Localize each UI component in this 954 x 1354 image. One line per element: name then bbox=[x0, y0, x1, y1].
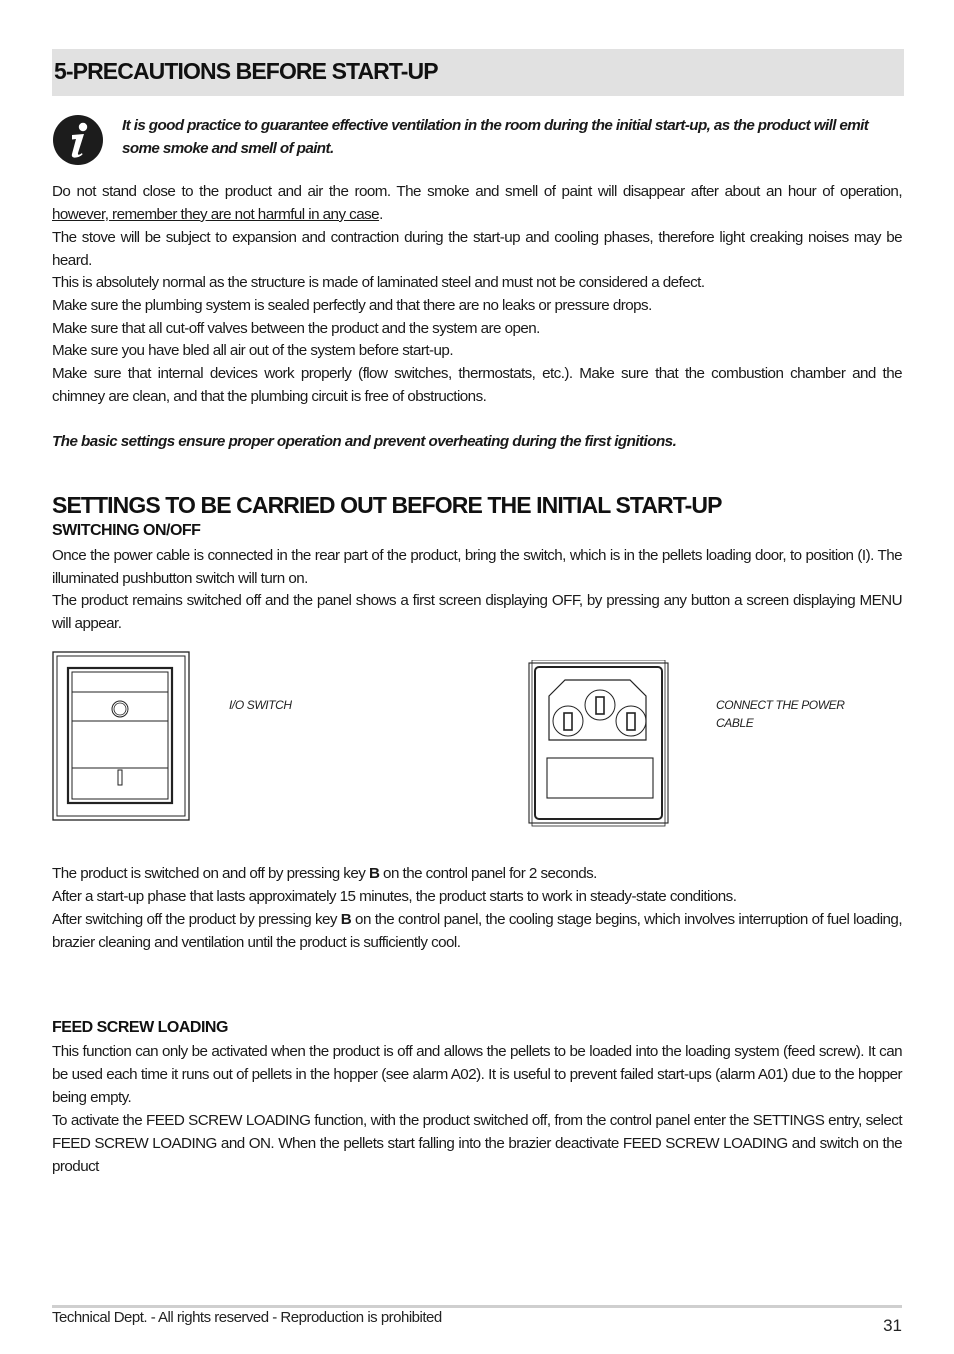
paragraph-power-cable: Once the power cable is connected in the rear part of the product, bring the switch, which is in the pellets loading door, to position (I). The illuminated pushbutton switch will turn on. bbox=[52, 547, 902, 587]
paragraph-valves: Make sure that all cut-off valves between the product and the system are open. bbox=[52, 320, 540, 337]
paragraph-feed-activate: To activate the FEED SCREW LOADING function, with the product switched off, from the control panel enter the SETTINGS entry, select FEED SCREW LOADING and ON. When the pellets start falling into the brazier deactivate FEED SCREW LOADING and switch on the product bbox=[52, 1112, 902, 1175]
section-header-bar bbox=[52, 49, 904, 96]
page-number: 31 bbox=[883, 1316, 902, 1335]
io-switch-caption: I/O SWITCH bbox=[229, 698, 292, 712]
settings-title: SETTINGS TO BE CARRIED OUT BEFORE THE INITIAL START-UP bbox=[52, 492, 722, 518]
io-switch-figure bbox=[52, 651, 190, 821]
paragraph-feed-function: This function can only be activated when the product is off and allows the pellets to be loaded into the loading system (feed screw). It can be used each time it runs out of pellets in the hopper (see alarm A02). It is useful to prevent failed start-ups (alarm A01) due to the hopper being empty. bbox=[52, 1043, 902, 1106]
switching-title: SWITCHING ON/OFF bbox=[52, 522, 201, 539]
feed-screw-title: FEED SCREW LOADING bbox=[52, 1019, 228, 1036]
power-cable-caption bbox=[716, 696, 845, 732]
paragraph-normal: This is absolutely normal as the structure is made of laminated steel and must not be considered a defect. bbox=[52, 274, 705, 291]
info-note: It is good practice to guarantee effective ventilation in the room during the initial start-up, as the product will emit some smoke and smell of paint. bbox=[122, 117, 869, 157]
footer-divider bbox=[52, 1305, 902, 1308]
paragraph-air-room bbox=[52, 181, 902, 227]
caption-line: CONNECT THE POWER bbox=[716, 698, 845, 712]
text-segment: The product is switched on and off by pressing key bbox=[52, 865, 369, 882]
text-segment: on the control panel for 2 seconds. bbox=[379, 865, 597, 882]
paragraph-expansion: The stove will be subject to expansion and contraction during the start-up and cooling phases, therefore light creaking noises may be heard. bbox=[52, 229, 902, 269]
section-title: 5-PRECAUTIONS BEFORE START-UP bbox=[54, 58, 438, 84]
text-segment: . bbox=[379, 205, 383, 223]
text-segment: on the control panel, the cooling stage begins, which involves interruption of fuel loading, brazier cleaning and ventilation until the product is sufficiently cool. bbox=[52, 911, 902, 951]
text-segment: After switching off the product by pressing key bbox=[52, 911, 341, 928]
paragraph-plumbing: Make sure the plumbing system is sealed perfectly and that there are no leaks or pressure drops. bbox=[52, 297, 652, 314]
info-icon bbox=[52, 114, 104, 166]
key-b-label: B bbox=[340, 911, 352, 928]
paragraph-devices: Make sure that internal devices work properly (flow switches, thermostats, etc.). Make sure that the combustion chamber and the chimney are clean, and that the plumbing circuit is free of obstructions. bbox=[52, 365, 902, 405]
footer-copyright: Technical Dept. - All rights reserved - Reproduction is prohibited bbox=[52, 1309, 442, 1326]
power-socket-figure bbox=[527, 660, 672, 827]
caption-line: CABLE bbox=[716, 716, 754, 730]
paragraph-off-screen: The product remains switched off and the panel shows a first screen displaying OFF, by pressing any button a screen displaying MENU will appear. bbox=[52, 592, 902, 632]
text-segment: Do not stand close to the product and air the room. The smoke and smell of paint will disappear after about an hour of operation, bbox=[52, 183, 902, 200]
key-b-label: B bbox=[368, 865, 380, 882]
paragraph-startup-phase: After a start-up phase that lasts approximately 15 minutes, the product starts to work in steady-state conditions. bbox=[52, 888, 737, 905]
paragraph-cooling-stage bbox=[52, 909, 902, 955]
underlined-text: however, remember they are not harmful in any case bbox=[52, 205, 380, 223]
paragraph-bleed: Make sure you have bled all air out of the system before start-up. bbox=[52, 342, 453, 359]
paragraph-key-b-2s bbox=[52, 863, 902, 886]
emphasis-basic-settings: The basic settings ensure proper operation and prevent overheating during the first ignitions. bbox=[52, 433, 677, 450]
